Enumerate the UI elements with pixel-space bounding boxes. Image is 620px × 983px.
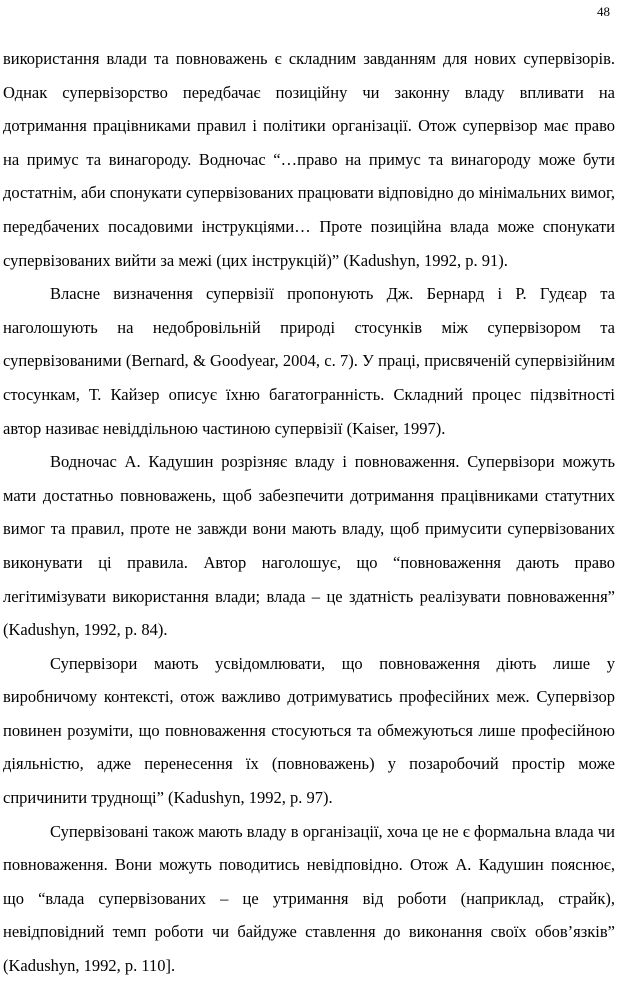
page-number: 48 xyxy=(597,4,610,19)
paragraph: Супервізори мають усвідомлювати, що повноваження діють лише у виробничому контексті, отож важливо дотримуватись професійних меж. Супервізор повинен розуміти, що повноваження стосуються та обмежуються лише професійною діяльністю, адже перенесення їх (повноважень) у позаробочий простір може спричинити труднощі” (Kadushyn, 1992, p. 97). xyxy=(3,653,615,808)
paragraph-continued: використання влади та повноважень є складним завданням для нових супервізорів. Однак супервізорство передбачає позиційну чи законну владу впливати на дотримання працівниками правил і політики організації. Отож супервізор має право на примус та винагороду. Водночас “…право на примус та винагороду може бути достатнім, аби спонукати супервізованих працювати відповідно до мінімальних вимог, передбачених посадовими інструкціями… Проте позиційна влада може спонукати супервізованих вийти за межі (цих інструкцій)” (Kadushyn, 1992, p. 91). xyxy=(3,49,615,270)
paragraph: Власне визначення супервізії пропонують Дж. Бернард і Р. Гудєар та наголошують на недобровільній природі стосунків між супервізором та супервізованими (Bernard, & Goodyear, 2004, c. 7). У праці, присвяченій супервізійним стосункам, Т. Кайзер описує їхню багатогранність. Складний процес підзвітності автор називає невіддільною частиною супервізії (Kaiser, 1997). xyxy=(3,284,615,438)
paragraph: Супервізовані також мають владу в організації, хоча це не є формальна влада чи повноваження. Вони можуть поводитись невідповідно. Отож А. Кадушин пояснює, що “влада супервізованих – це утримання від роботи (наприклад, страйк), невідповідний темп роботи чи байдуже ставлення до виконання своїх обов’язків” (Kadushyn, 1992, p. 110]. xyxy=(3,821,615,976)
body-text xyxy=(3,42,615,983)
paragraph: Водночас А. Кадушин розрізняє владу і повноваження. Супервізори можуть мати достатньо повноважень, щоб забезпечити дотримання працівниками статутних вимог та правил, проте не завжди вони мають владу, щоб примусити супервізованих виконувати ці правила. Автор наголошує, що “повноваження дають право легітимізувати використання влади; влада – це здатність реалізувати повноваження” (Kadushyn, 1992, p. 84). xyxy=(3,452,615,640)
